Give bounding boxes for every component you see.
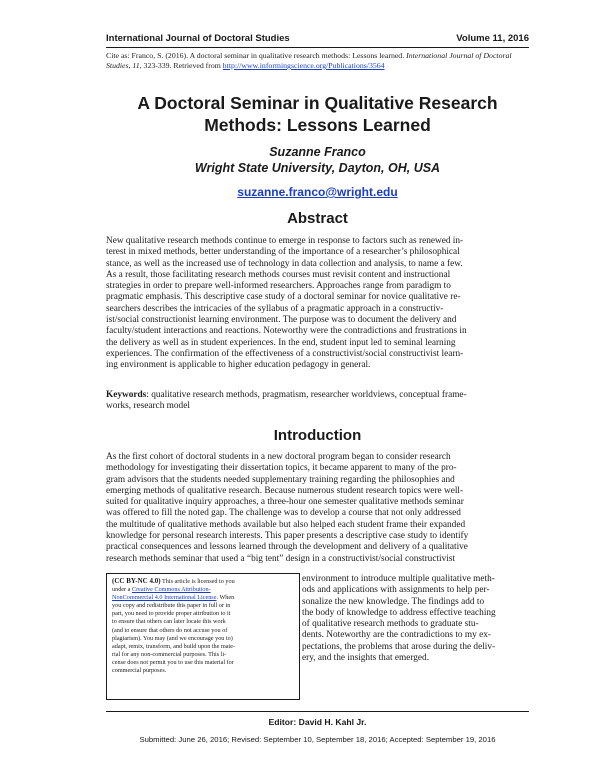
intro-line: knowledge for personal research interests. This paper presents a descriptive case study to identify bbox=[106, 531, 469, 542]
intro-right-line: pectations, the problems that arose during the deliv- bbox=[302, 641, 496, 652]
license-text: you copy and redistribute this paper in full or in bbox=[112, 602, 231, 610]
keywords-text-cont: works, research model bbox=[106, 401, 190, 412]
intro-line: As the first cohort of doctoral students in a new doctoral program began to consider research bbox=[106, 452, 451, 462]
license-intro: This article is licensed to you bbox=[160, 578, 235, 585]
author-name: Suzanne Franco bbox=[269, 145, 366, 159]
license-link-1[interactable]: Creative Commons Attribution- bbox=[131, 586, 211, 594]
license-text: plagiarism). You may (and we encourage you to) bbox=[112, 634, 233, 642]
journal-name: International Journal of Doctoral Studies bbox=[106, 33, 290, 44]
running-header bbox=[106, 33, 529, 44]
abstract-body bbox=[106, 236, 529, 372]
paper-title bbox=[80, 92, 555, 136]
keywords bbox=[106, 390, 529, 413]
volume-label: Volume 11, 2016 bbox=[456, 33, 529, 44]
license-badge: (CC BY-NC 4.0) bbox=[112, 577, 161, 585]
intro-right-line: sonalize the new knowledge. The findings add to bbox=[302, 596, 485, 607]
submission-dates: Submitted: June 26, 2016; Revised: September 10, September 18, 2016; Accepted: September 19, 2016 bbox=[139, 735, 496, 744]
abstract-line: searchers describes the intricacies of the syllabus of a pragmatic approach in a constructiv- bbox=[106, 303, 444, 314]
abstract-line: the delivery as well as in student experiences. In the end, student input led to seminal learning bbox=[106, 337, 456, 348]
abstract-line: strategies in order to prepare well-informed researchers. Approaches range from paradigm to bbox=[106, 281, 451, 292]
intro-line: the multitude of qualitative methods available but also helped each student frame their expanded bbox=[106, 519, 466, 530]
license-text: commercial purposes. bbox=[112, 667, 167, 675]
editor-line: Editor: David H. Kahl Jr. bbox=[268, 717, 367, 727]
citation-journal: International Journal of Doctoral Studies, 11, bbox=[106, 51, 512, 70]
intro-line: suited for qualitative inquiry approaches, a three-hour one semester qualitative methods seminar bbox=[106, 497, 464, 508]
abstract-line: stance, as well as the increased use of technology in data collection and analysis, to name a few. bbox=[106, 258, 463, 269]
abstract-line: experiences. The confirmation of the effectiveness of a constructivist/social constructivist learn- bbox=[106, 348, 464, 359]
author-affiliation: Wright State University, Dayton, OH, USA bbox=[194, 161, 441, 175]
abstract-heading: Abstract bbox=[287, 210, 348, 227]
license-text: part, you need to provide proper attribution to it bbox=[112, 610, 231, 618]
intro-line: was offered to fill the noted gap. The challenge was to develop a course that not only addressed bbox=[106, 508, 461, 519]
abstract-line: As a result, those facilitating research methods courses must revisit content and instructional bbox=[106, 269, 451, 280]
intro-right-line: ery, and the insights that emerged. bbox=[302, 653, 430, 664]
intro-line: gram advisors that the students needed supplementary training regarding the philosophies and bbox=[106, 474, 455, 485]
license-text: adapt, remix, transform, and build upon the mate- bbox=[112, 642, 236, 650]
keywords-label: Keywords bbox=[106, 390, 147, 400]
header-rule bbox=[106, 47, 529, 48]
introduction-heading: Introduction bbox=[273, 427, 362, 444]
abstract-line: terest in mixed methods, better understanding of the importance of a researcher’s philosophical bbox=[106, 247, 460, 258]
license-text: to ensure that others can later locate this work bbox=[112, 618, 226, 626]
author-email-link[interactable]: suzanne.franco@wright.edu bbox=[237, 185, 398, 199]
abstract-line: New qualitative research methods continue to emerge in response to factors such as renewed in- bbox=[106, 236, 464, 246]
abstract-line: ing environment is applicable to higher education pedagogy in general. bbox=[106, 360, 371, 371]
abstract-line: ist/social constructionist learning environment. The purpose was to document the delivery and bbox=[106, 315, 457, 326]
title-line-1: A Doctoral Seminar in Qualitative Research bbox=[137, 93, 498, 113]
license-text: rial for any non-commercial purposes. This li- bbox=[112, 650, 227, 658]
footer-rule bbox=[106, 711, 529, 712]
license-text: (and to ensure that others do not accuse you of bbox=[112, 626, 228, 634]
citation-prefix: Cite as: Franco, S. (2016). A doctoral seminar in qualitative research methods: Lessons learned. bbox=[106, 51, 407, 60]
introduction-continued bbox=[302, 574, 530, 664]
introduction-body bbox=[106, 452, 529, 565]
intro-right-line: the body of knowledge to address effective teaching bbox=[302, 607, 496, 618]
intro-right-line: of qualitative research methods to graduate stu- bbox=[302, 619, 479, 630]
abstract-line: pragmatic emphasis. This descriptive case study of a doctoral seminar for novice qualitative re- bbox=[106, 292, 461, 303]
license-box bbox=[106, 573, 300, 700]
citation-pages: 323-339. Retrieved from bbox=[141, 61, 223, 70]
license-link-2[interactable]: NonCommercial 4.0 International License bbox=[112, 594, 217, 602]
intro-right-line: environment to introduce multiple qualitative meth- bbox=[302, 574, 495, 584]
intro-right-line: ods and applications with assignments to help per- bbox=[302, 585, 490, 596]
license-under: under a bbox=[112, 586, 132, 594]
intro-right-line: dents. Noteworthy are the contradictions to my ex- bbox=[302, 630, 491, 641]
license-text: cense does not permit you to use this material for bbox=[112, 658, 234, 666]
intro-line: methodology for investigating their dissertation topics, it became apparent to many of the pro- bbox=[106, 463, 457, 474]
intro-line: practical consequences and lessons learned through the development and delivery of a qualitative bbox=[106, 542, 468, 553]
citation-url-link[interactable]: http://www.informingscience.org/Publications/3564 bbox=[222, 61, 385, 70]
citation bbox=[106, 51, 529, 71]
intro-line: emerging methods of qualitative research. Because numerous student research topics were well- bbox=[106, 485, 464, 496]
intro-line: research methods seminar that used a “big tent” design in a constructivist/social constructivist bbox=[106, 553, 456, 564]
abstract-line: faculty/student interactions and reactions. Noteworthy were the contradictions and frustrations in bbox=[106, 326, 467, 337]
title-line-2: Methods: Lessons Learned bbox=[204, 115, 431, 135]
keywords-text: : qualitative research methods, pragmatism, researcher worldviews, conceptual frame- bbox=[146, 390, 467, 400]
license-text: . When bbox=[216, 594, 235, 602]
